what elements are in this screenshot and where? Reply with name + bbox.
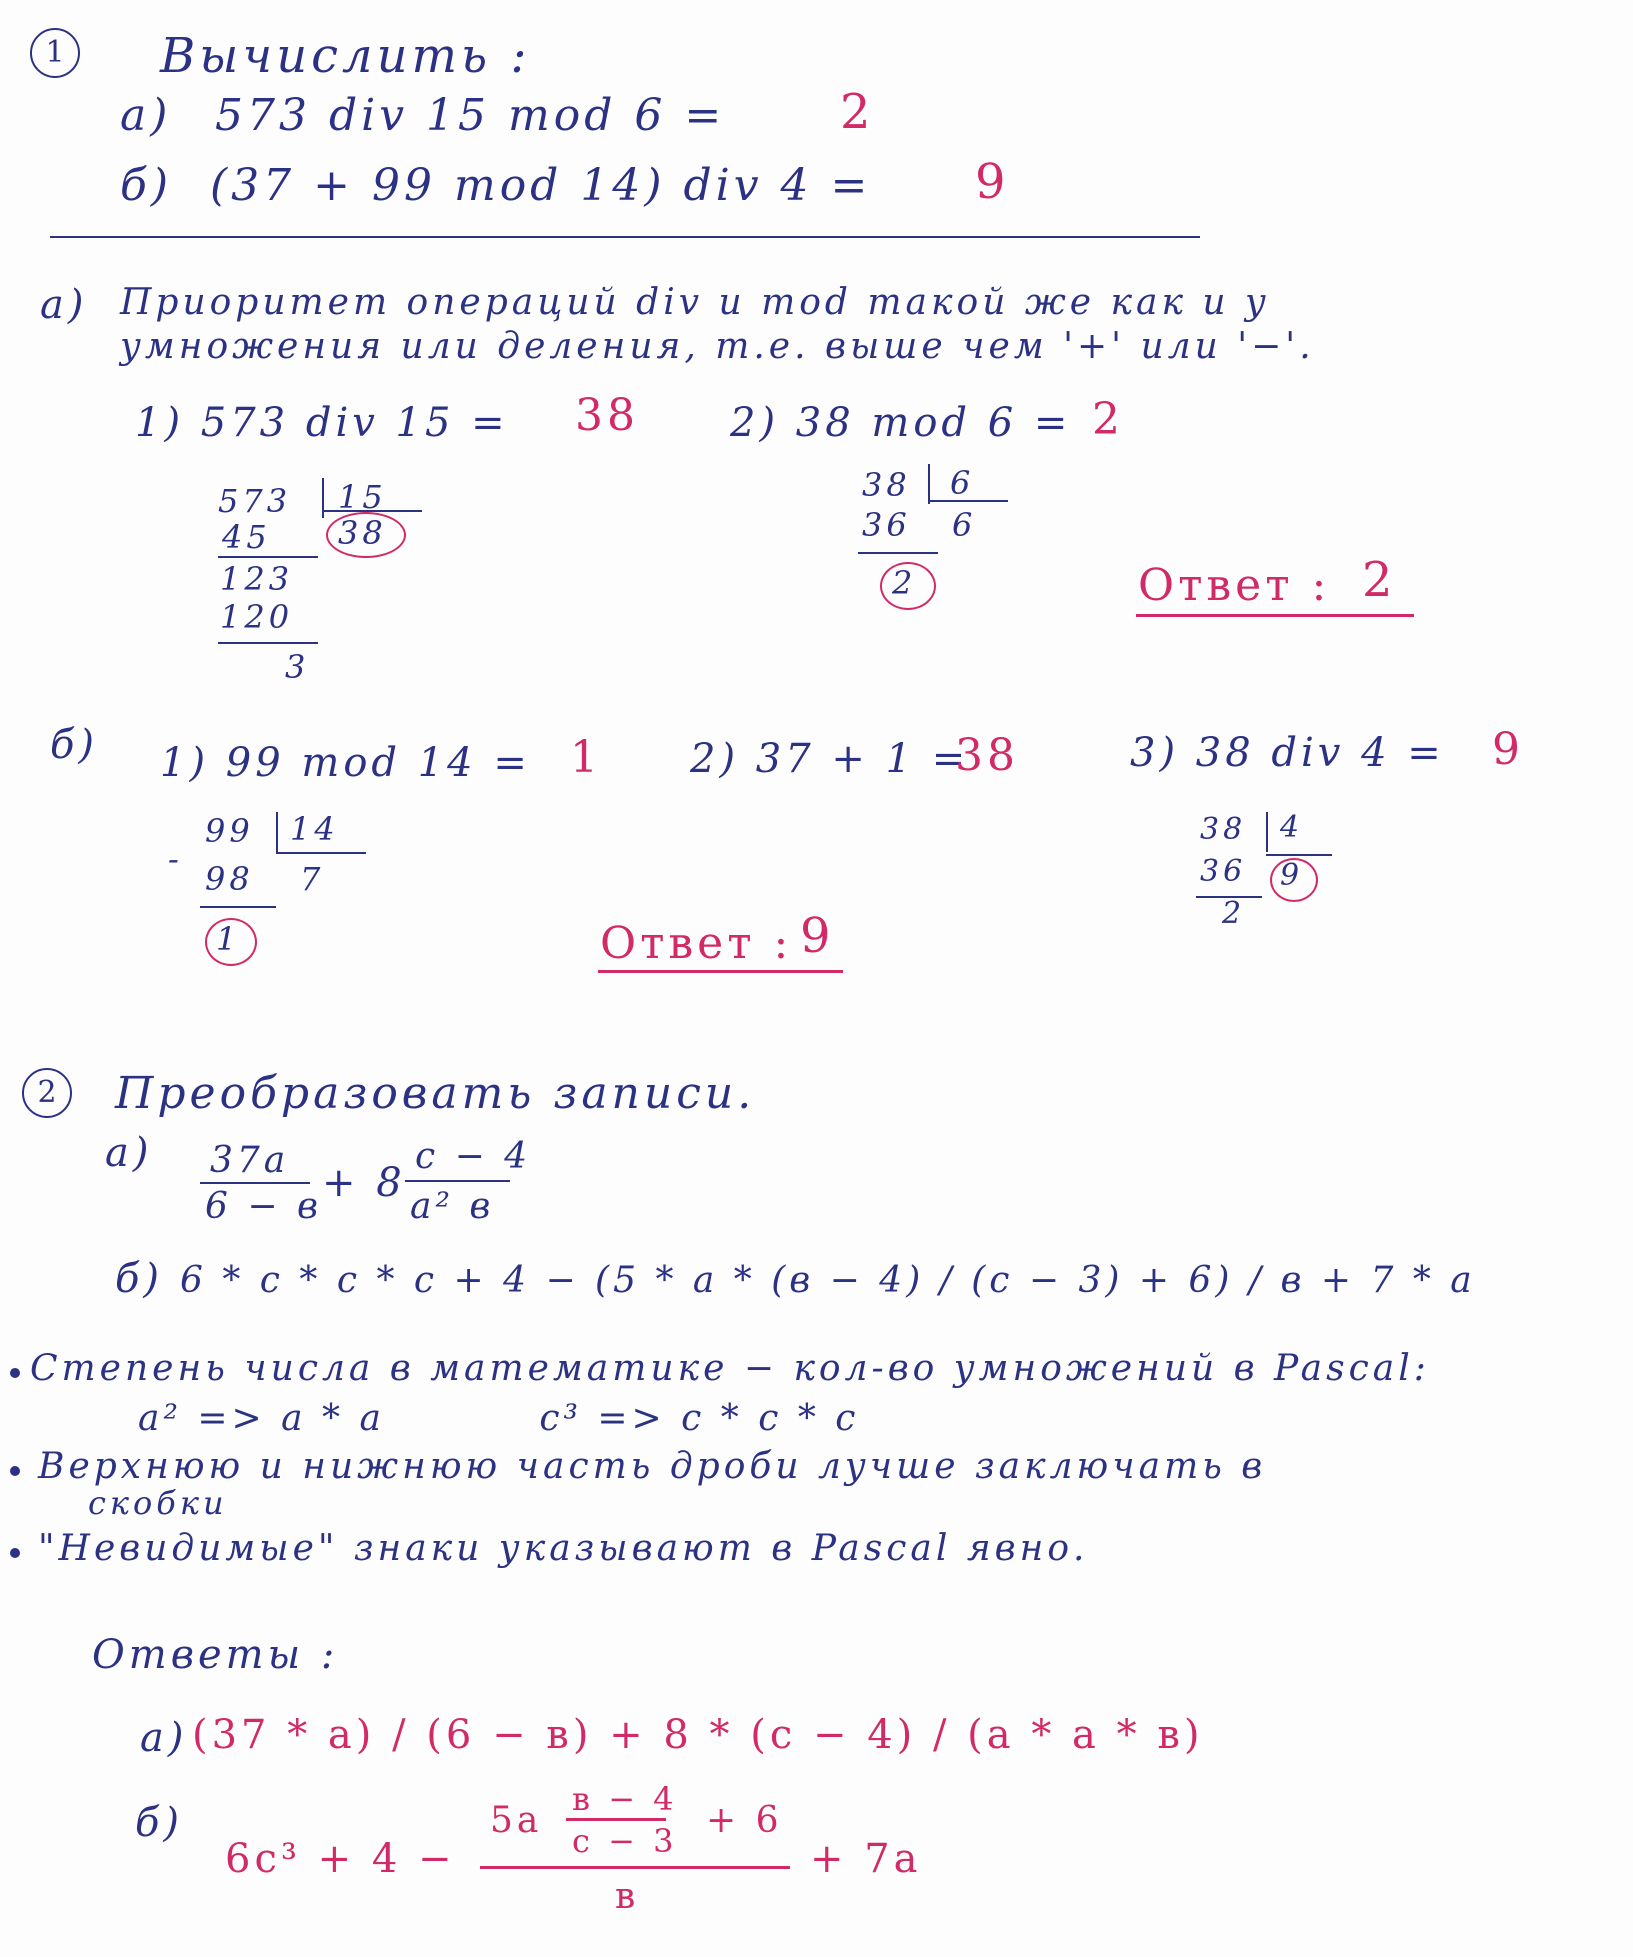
- answers-a-label: а): [140, 1715, 188, 1761]
- task1-a-expression: 573 div 15 mod 6 =: [215, 90, 726, 141]
- task2-frac2-denominator: a² в: [410, 1186, 495, 1227]
- answers-b-plus-6: + 6: [706, 1800, 783, 1841]
- solution-b-label: б): [50, 722, 99, 768]
- answers-b-lead: 6c³ + 4 −: [225, 1836, 456, 1882]
- longdiv3-quotient: 7: [300, 860, 325, 898]
- longdiv3-divisor: 14: [290, 810, 339, 848]
- task1-b-result: 9: [975, 154, 1010, 210]
- task2-frac1-denominator: 6 − в: [205, 1186, 322, 1227]
- longdiv4-divider-horizontal: [1266, 854, 1332, 856]
- answer-a-value: 2: [1362, 552, 1397, 608]
- answers-b-label: б): [135, 1800, 184, 1846]
- longdiv3-divider-horizontal: [276, 852, 366, 854]
- solution-a-step1: 1) 573 div 15 =: [135, 400, 509, 446]
- note-1: Степень числа в математике − кол-во умножений в Pascal:: [30, 1348, 1430, 1389]
- longdiv1-sub2: 120: [220, 598, 294, 636]
- longdiv4-sub: 36: [1200, 854, 1247, 889]
- task1-a-label: а): [120, 90, 172, 141]
- solution-a-step2-result: 2: [1092, 394, 1124, 445]
- answer-b-label: Ответ :: [600, 918, 793, 969]
- task1-number: 1: [30, 28, 80, 78]
- answer-b-underline: [598, 970, 843, 973]
- longdiv1-remainder: 3: [285, 648, 310, 686]
- longdiv1-divider-vertical: [322, 478, 324, 518]
- answers-b-inner-denominator: c − 3: [572, 1822, 678, 1860]
- longdiv4-quotient: 9: [1280, 858, 1304, 893]
- longdiv2-divisor: 6: [950, 464, 975, 502]
- task2-frac1-bar: [200, 1182, 310, 1184]
- solution-b-step3: 3) 38 div 4 =: [1130, 730, 1445, 776]
- task2-frac2-bar: [405, 1180, 510, 1182]
- longdiv2-dividend: 38: [862, 466, 911, 504]
- task2-a-label: а): [105, 1130, 153, 1176]
- explanation-label: а): [40, 282, 88, 328]
- longdiv3-divider-vertical: [276, 812, 278, 852]
- answers-b-inner-numerator: в − 4: [572, 1780, 678, 1818]
- solution-b-step2: 2) 37 + 1 =: [690, 736, 970, 782]
- longdiv1-line-1: [218, 556, 318, 558]
- answers-b-main-bar: [480, 1866, 790, 1869]
- task2-title: Преобразовать записи.: [115, 1068, 756, 1119]
- answers-b-tail: + 7a: [810, 1836, 922, 1882]
- longdiv4-remainder: 2: [1222, 896, 1246, 931]
- longdiv4-dividend: 38: [1200, 812, 1247, 847]
- solution-a-step1-result: 38: [575, 390, 639, 441]
- longdiv1-quotient: 38: [338, 514, 387, 552]
- longdiv2-remainder: 2: [892, 564, 917, 602]
- task1-b-expression: (37 + 99 mod 14) div 4 =: [210, 160, 872, 211]
- note-2: a² => a * a c³ => c * c * c: [138, 1398, 860, 1439]
- longdiv2-quotient: 6: [952, 506, 977, 544]
- task1-title: Вычислить :: [160, 28, 531, 84]
- explanation-line-2: умножения или деления, т.е. выше чем '+' или '−'.: [120, 326, 1315, 367]
- answer-b-value: 9: [800, 908, 835, 964]
- longdiv4-divisor: 4: [1280, 810, 1304, 845]
- answer-a-underline: [1136, 614, 1414, 617]
- longdiv1-divisor: 15: [338, 478, 387, 516]
- longdiv2-divider-vertical: [928, 464, 930, 504]
- longdiv3-line: [200, 906, 276, 908]
- solution-b-step3-result: 9: [1492, 724, 1524, 775]
- note-bullet-2: [10, 1466, 20, 1476]
- longdiv4-divider-vertical: [1266, 812, 1268, 852]
- solution-b-step1-result: 1: [570, 732, 602, 783]
- note-bullet-3: [10, 1548, 20, 1558]
- longdiv2-sub: 36: [862, 506, 911, 544]
- longdiv1-line-2: [218, 642, 318, 644]
- solution-b-step1: 1) 99 mod 14 =: [160, 740, 531, 786]
- answers-b-inner-bar: [566, 1818, 666, 1821]
- task2-number: 2: [22, 1068, 72, 1118]
- answers-title: Ответы :: [92, 1632, 339, 1678]
- longdiv1-dividend: 573: [218, 482, 292, 520]
- note-4: скобки: [88, 1484, 228, 1522]
- longdiv1-middle: 123: [220, 560, 294, 598]
- task2-frac2-numerator: c − 4: [415, 1136, 532, 1177]
- note-3: Верхнюю и нижнюю часть дроби лучше заключать в: [38, 1446, 1267, 1487]
- longdiv2-divider-horizontal: [928, 500, 1008, 502]
- longdiv3-minus: -: [168, 840, 183, 878]
- note-bullet-1: [10, 1368, 20, 1378]
- task2-b-expression: 6 * c * c * c + 4 − (5 * a * (в − 4) / (c − 3) + 6) / в + 7 * a: [180, 1260, 1476, 1301]
- answers-b-5a: 5a: [490, 1800, 543, 1841]
- note-5: "Невидимые" знаки указывают в Pascal явно.: [38, 1528, 1089, 1569]
- task2-plus-8: + 8: [322, 1160, 406, 1206]
- task1-a-result: 2: [840, 84, 875, 140]
- longdiv2-line: [858, 552, 938, 554]
- longdiv3-remainder: 1: [216, 920, 241, 958]
- task2-frac1-numerator: 37a: [210, 1140, 290, 1181]
- task2-b-label: б): [115, 1256, 164, 1302]
- task1-b-label: б): [120, 160, 173, 211]
- section-divider: [50, 236, 1200, 238]
- answers-a-expression: (37 * a) / (6 − в) + 8 * (c − 4) / (a * a * в): [192, 1712, 1204, 1758]
- longdiv3-sub: 98: [205, 860, 254, 898]
- longdiv3-dividend: 99: [205, 812, 254, 850]
- answers-b-denominator: в: [615, 1876, 640, 1917]
- solution-a-step2: 2) 38 mod 6 =: [730, 400, 1072, 446]
- longdiv1-sub1: 45: [222, 518, 271, 556]
- solution-b-step2-result: 38: [955, 730, 1019, 781]
- answer-a-label: Ответ :: [1138, 560, 1331, 611]
- explanation-line-1: Приоритет операций div и mod такой же как и у: [120, 282, 1270, 323]
